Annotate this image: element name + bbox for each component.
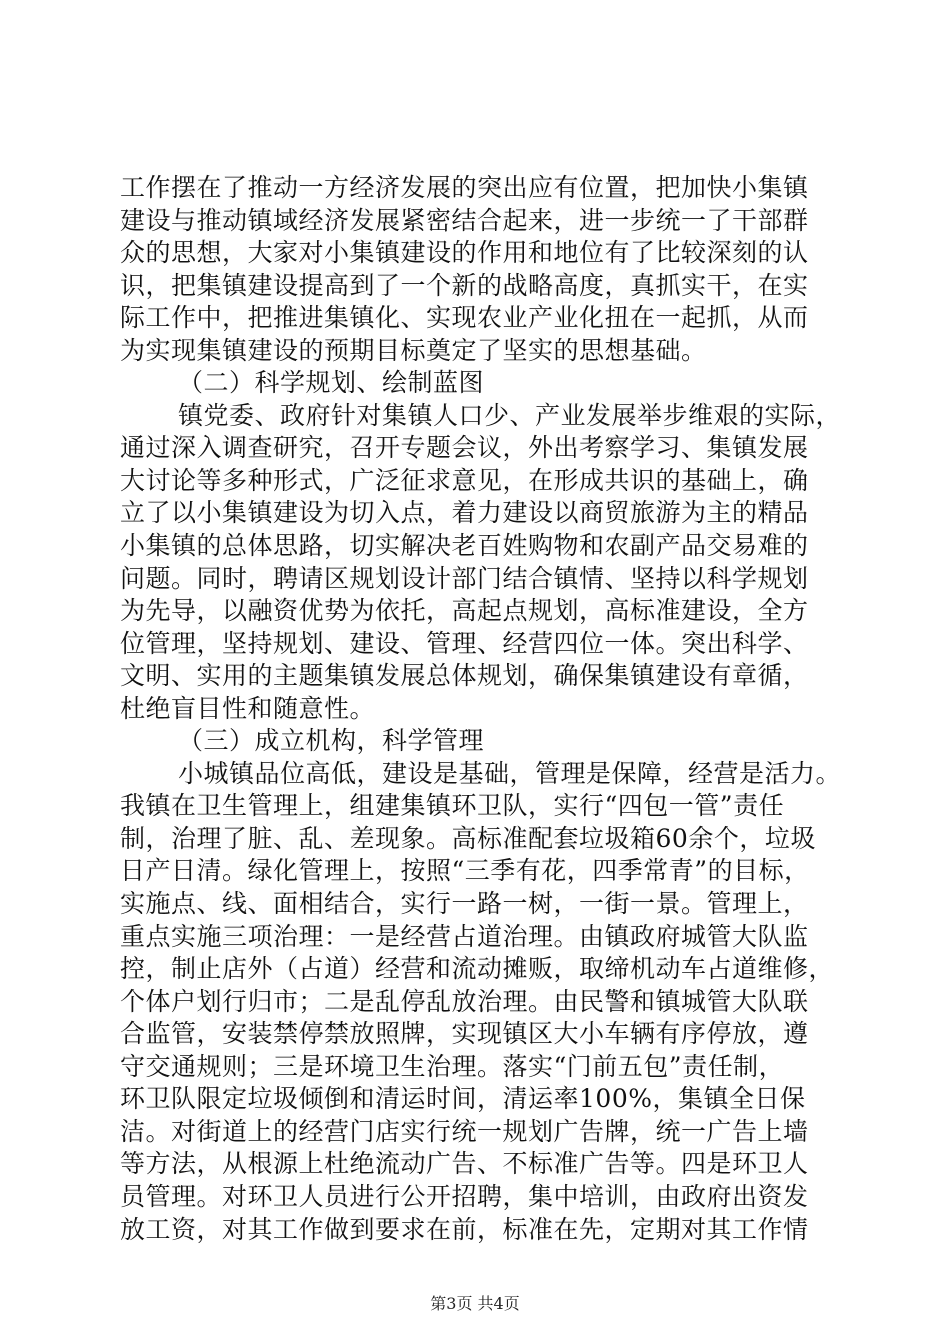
text-line: 重点实施三项治理：一是经营占道治理。由镇政府城管大队监	[120, 921, 809, 951]
text-line: 日产日清。绿化管理上，按照“三季有花，四季常青”的目标，	[120, 856, 810, 886]
text-line: 工作摆在了推动一方经济发展的突出应有位置，把加快小集镇	[120, 173, 809, 202]
text-line: 小城镇品位高低，建设是基础，管理是保障，经营是活力。	[178, 758, 842, 788]
text-line: 杜绝盲目性和随意性。	[120, 693, 376, 723]
text-line: 众的思想，大家对小集镇建设的作用和地位有了比较深刻的认	[120, 238, 809, 268]
text-line: 位管理，坚持规划、建设、管理、经营四位一体。突出科学、	[120, 628, 809, 658]
body-text	[120, 172, 840, 1246]
text-line: 镇党委、政府针对集镇人口少、产业发展举步维艰的实际，	[178, 400, 842, 430]
text-line: 守交通规则；三是环境卫生治理。落实“门前五包”责任制，	[120, 1051, 785, 1081]
text-line: 我镇在卫生管理上，组建集镇环卫队，实行“四包一管”责任	[120, 791, 785, 821]
text-line: 为先导，以融资优势为依托，高起点规划，高标准建设，全方	[120, 596, 809, 626]
text-line: 员管理。对环卫人员进行公开招聘，集中培训，由政府出资发	[120, 1181, 809, 1211]
text-line: 洁。对街道上的经营门店实行统一规划广告牌，统一广告上墙	[120, 1116, 809, 1146]
text-line: 文明、实用的主题集镇发展总体规划，确保集镇建设有章循，	[120, 661, 809, 691]
text-line: 问题。同时，聘请区规划设计部门结合镇情、坚持以科学规划	[120, 563, 809, 593]
text-line: 制，治理了脏、乱、差现象。高标准配套垃圾箱60余个，垃圾	[120, 823, 816, 853]
page-footer: 第3页 共4页	[430, 1294, 520, 1313]
text-line: 为实现集镇建设的预期目标奠定了坚实的思想基础。	[120, 335, 707, 365]
text-line: 大讨论等多种形式，广泛征求意见，在形成共识的基础上，确	[120, 465, 809, 495]
text-line: 识，把集镇建设提高到了一个新的战略高度，真抓实干，在实	[120, 270, 809, 300]
text-line: 环卫队限定垃圾倾倒和清运时间，清运率100%，集镇全日保	[120, 1084, 806, 1114]
text-line: 实施点、线、面相结合，实行一路一树，一街一景。管理上，	[120, 889, 809, 919]
text-line: 际工作中，把推进集镇化、实现农业产业化扭在一起抓，从而	[120, 303, 809, 333]
text-line: 通过深入调查研究，召开专题会议，外出考察学习、集镇发展	[120, 433, 809, 463]
text-line: （二）科学规划、绘制蓝图	[178, 368, 485, 398]
text-line: 控，制止店外（占道）经营和流动摊贩，取缔机动车占道维修，	[120, 954, 835, 984]
text-line: 合监管，安装禁停禁放照牌，实现镇区大小车辆有序停放，遵	[120, 1019, 809, 1049]
text-line: 等方法，从根源上杜绝流动广告、不标准广告等。四是环卫人	[120, 1149, 809, 1179]
text-line: 小集镇的总体思路，切实解决老百姓购物和农副产品交易难的	[120, 531, 809, 561]
text-line: 个体户划行归市；二是乱停乱放治理。由民警和镇城管大队联	[120, 986, 809, 1016]
text-line: 立了以小集镇建设为切入点，着力建设以商贸旅游为主的精品	[120, 498, 809, 528]
text-line: 放工资，对其工作做到要求在前，标准在先，定期对其工作情	[120, 1214, 809, 1244]
text-line: 建设与推动镇域经济发展紧密结合起来，进一步统一了干部群	[120, 205, 809, 235]
text-line: （三）成立机构，科学管理	[178, 726, 485, 756]
